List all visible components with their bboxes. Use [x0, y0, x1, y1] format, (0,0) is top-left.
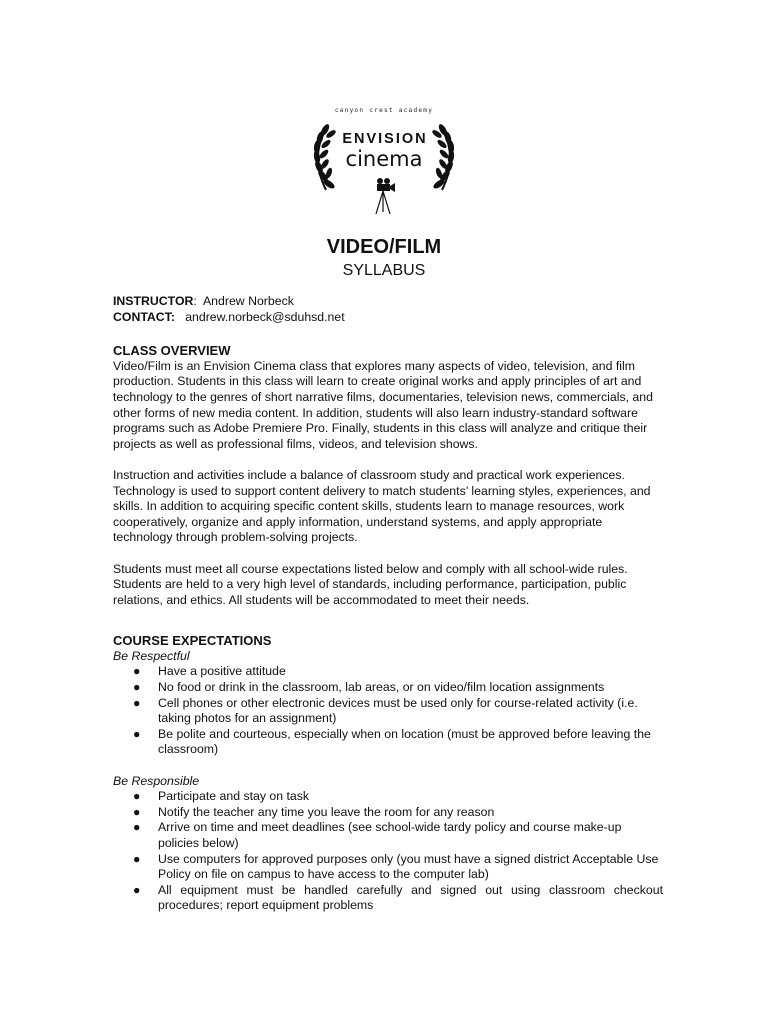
respectful-list: [113, 664, 663, 758]
overview-paragraph-1: Video/Film is an Envision Cinema class that explores many aspects of video, television, and film production. Students in this class will learn to create original works and apply principles of art and technology to the genres of short narrative films, documentaries, television news, commercials, and other forms of new media content. In addition, students will also learn industry-standard software programs such as Adobe Premiere Pro. Finally, students in this class will analyze and critique their projects as well as professional films, videos, and television shows.: [113, 358, 653, 451]
instructor-line: [113, 294, 663, 310]
page-subtitle: SYLLABUS: [342, 262, 426, 279]
bullet: ●: [133, 851, 141, 866]
bullet: ●: [133, 789, 141, 804]
contact-label: CONTACT:: [113, 309, 175, 324]
overview-heading: CLASS OVERVIEW: [113, 343, 231, 359]
expectations-heading: COURSE EXPECTATIONS: [113, 633, 272, 649]
logo-graphic: [308, 104, 460, 222]
left-laurel-icon: [313, 123, 337, 190]
logo-tagline: canyon crest academy: [334, 107, 434, 114]
list-item: ● Have a positive attitude: [133, 664, 286, 679]
instructor-label: INSTRUCTOR: [113, 294, 194, 308]
logo-brand-top: ENVISION: [342, 131, 428, 147]
logo-brand-bottom: cinema: [345, 147, 423, 171]
list-item: ● Notify the teacher any time you leave the room for any reason: [133, 804, 495, 819]
right-laurel-icon: [431, 123, 455, 190]
responsible-list: [113, 789, 663, 914]
bullet: ●: [133, 664, 141, 679]
film-camera-tripod-icon: [376, 178, 395, 214]
page-title: VIDEO/FILM: [326, 236, 442, 258]
list-item: ● Use computers for approved purposes only (you must have a signed district Acceptable Use Policy on file on campus to have access to the computer lab): [133, 851, 659, 882]
bullet: ●: [133, 820, 141, 835]
list-item: ● Cell phones or other electronic devices must be used only for course-related activity (i.e. taking photos for an assignment): [133, 695, 638, 726]
list-item: ● All equipment must be handled carefully and signed out using classroom checkout procedures; report equipment problems: [133, 882, 663, 913]
list-item: ● Participate and stay on task: [133, 789, 310, 804]
contact-line: [113, 310, 663, 326]
bullet: ●: [133, 804, 141, 819]
group-title-respectful: Be Respectful: [113, 648, 190, 663]
contact-email: andrew.norbeck@sduhsd.net: [185, 309, 345, 324]
bullet: ●: [133, 882, 141, 897]
instructor-separator: :: [193, 294, 197, 308]
bullet: ●: [133, 680, 141, 695]
instructor-name: Andrew Norbeck: [202, 294, 294, 308]
list-item: ● Arrive on time and meet deadlines (see school-wide tardy policy and course make-up policies below): [133, 820, 622, 850]
overview-paragraph-3: Students must meet all course expectations listed below and comply with all school-wide rules. Students are held to a very high level of standards, including performance, participation, public relations, and ethics. All students will be accommodated to meet their needs.: [113, 561, 628, 607]
group-title-responsible: Be Responsible: [113, 773, 200, 788]
list-item: ● Be polite and courteous, especially when on location (must be approved before leaving the classroom): [133, 726, 651, 757]
syllabus-body: [113, 294, 663, 914]
list-item: ● No food or drink in the classroom, lab areas, or on video/film location assignments: [133, 680, 605, 695]
overview-paragraph-2: Instruction and activities include a balance of classroom study and practical work experiences. Technology is used to support content delivery to match students’ learning styles, experiences, and skills. In addition to acquiring specific content skills, students learn to manage resources, work cooperatively, organize and apply information, understand systems, and apply appropriate technology through problem-solving projects.: [113, 467, 651, 545]
bullet: ●: [133, 726, 141, 741]
envision-cinema-logo: [308, 104, 460, 222]
bullet: ●: [133, 695, 141, 710]
